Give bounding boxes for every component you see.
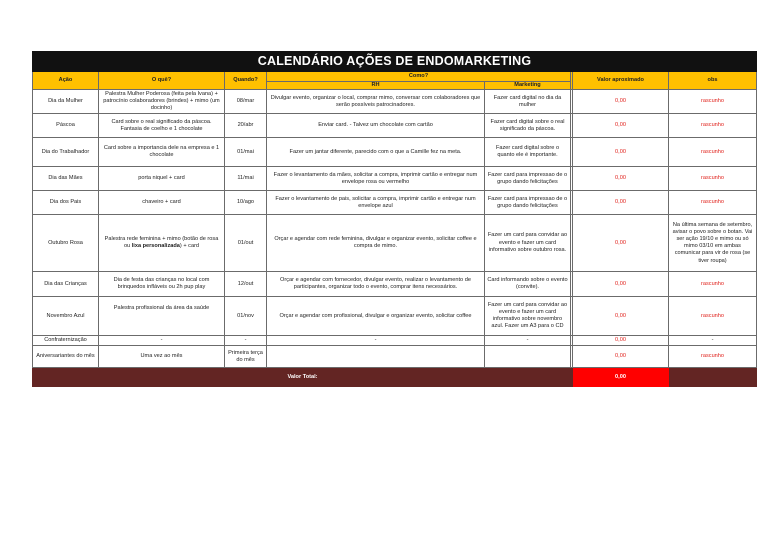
cell-acao[interactable]: Dia dos Pais xyxy=(33,191,99,215)
total-label: Valor Total: xyxy=(33,368,573,387)
cell-obs[interactable]: rascunho xyxy=(669,138,757,167)
cell-rh[interactable]: Orçar e agendar com fornecedor, divulgar evento, realizar o levantamento de participantes, organizar todo o evento, comprar itens necessários. xyxy=(267,272,485,297)
cell-quando[interactable]: 20/abr xyxy=(225,114,267,138)
cell-marketing[interactable] xyxy=(485,346,571,368)
header-como[interactable]: Como? xyxy=(267,72,571,82)
cell-quando[interactable]: - xyxy=(225,336,267,346)
cell-acao[interactable]: Páscoa xyxy=(33,114,99,138)
cell-valor[interactable]: 0,00 xyxy=(573,191,669,215)
cell-valor[interactable]: 0,00 xyxy=(573,167,669,191)
header-marketing[interactable]: Marketing xyxy=(485,82,571,90)
cell-oque-text-end: ) + card xyxy=(179,243,200,250)
table-row xyxy=(33,346,757,368)
header-oque[interactable]: O quê? xyxy=(99,72,225,90)
total-obs xyxy=(669,368,757,387)
cell-valor[interactable]: 0,00 xyxy=(573,114,669,138)
table-row xyxy=(33,90,757,114)
cell-obs[interactable]: rascunho xyxy=(669,272,757,297)
total-value[interactable]: 0,00 xyxy=(573,368,669,387)
cell-marketing[interactable]: Fazer card para impressao de o grupo dando felicitações xyxy=(485,167,571,191)
cell-acao[interactable]: Dia da Mulher xyxy=(33,90,99,114)
total-row xyxy=(33,368,757,387)
cell-acao[interactable]: Dia das Mães xyxy=(33,167,99,191)
cell-rh[interactable]: Orçar e agendar com profissional, divulgar e organizar evento, solicitar coffee xyxy=(267,297,485,336)
cell-rh[interactable]: Divulgar evento, organizar o local, comprar mimo, conversar com colaboradores que serão possíveis patrocinadores. xyxy=(267,90,485,114)
cell-obs[interactable]: Na última semana de setembro, avisar o povo sobre o botan. Vai ser ação 19/10 e mimo ou só mimo 03/10 em ambas comunicar para vir de rosa (se tiver roupa) xyxy=(669,215,757,272)
cell-marketing[interactable]: Card informando sobre o evento (convite). xyxy=(485,272,571,297)
table-row xyxy=(33,191,757,215)
cell-rh[interactable]: - xyxy=(267,336,485,346)
cell-quando[interactable]: 01/out xyxy=(225,215,267,272)
cell-rh[interactable]: Fazer o levantamento da mães, solicitar a compra, imprimir cartão e entregar num envelope rosa ou vermelho xyxy=(267,167,485,191)
cell-quando[interactable]: 01/nov xyxy=(225,297,267,336)
cell-oque-bold: lixa personalizada xyxy=(131,243,180,250)
cell-oque[interactable]: Palestra Mulher Poderosa (feita pela Ivana) + patrocínio colaboradores (brindes) + mimo (um docinho) xyxy=(99,90,225,114)
cell-quando[interactable]: 10/ago xyxy=(225,191,267,215)
header-rh[interactable]: RH xyxy=(267,82,485,90)
table-row xyxy=(33,297,757,336)
cell-oque[interactable]: - xyxy=(99,336,225,346)
cell-oque[interactable]: Palestra profissional da área da saúde xyxy=(99,297,225,336)
cell-acao[interactable]: Confraternização xyxy=(33,336,99,346)
header-acao[interactable]: Ação xyxy=(33,72,99,90)
cell-acao[interactable]: Dia do Trabalhador xyxy=(33,138,99,167)
header-valor[interactable]: Valor aproximado xyxy=(573,72,669,90)
cell-marketing[interactable]: Fazer card digital sobre o quanto ele é importante. xyxy=(485,138,571,167)
cell-oque[interactable]: porta niquel + card xyxy=(99,167,225,191)
cell-acao[interactable]: Aniversariantes do mês xyxy=(33,346,99,368)
cell-obs[interactable]: rascunho xyxy=(669,90,757,114)
cell-valor[interactable]: 0,00 xyxy=(573,272,669,297)
cell-obs[interactable]: rascunho xyxy=(669,191,757,215)
cell-obs[interactable]: rascunho xyxy=(669,297,757,336)
cell-oque[interactable]: Card sobre a importancia dele na empresa e 1 chocolate xyxy=(99,138,225,167)
cell-acao[interactable]: Dia das Crianças xyxy=(33,272,99,297)
cell-obs[interactable]: rascunho xyxy=(669,114,757,138)
cell-oque-text: Palestra rede feminina + mimo (botão de rosa ou xyxy=(104,236,219,250)
cell-oque[interactable]: Dia de festa das crianças no local com brinquedos infláveis ou 2h pup play xyxy=(99,272,225,297)
header-obs[interactable]: obs xyxy=(669,72,757,90)
cell-quando[interactable]: 11/mai xyxy=(225,167,267,191)
cell-marketing[interactable]: Fazer card digital no dia da mulher xyxy=(485,90,571,114)
cell-obs[interactable]: - xyxy=(669,336,757,346)
cell-valor[interactable]: 0,00 xyxy=(573,346,669,368)
header-quando[interactable]: Quando? xyxy=(225,72,267,90)
table-row xyxy=(33,215,757,272)
cell-acao[interactable]: Novembro Azul xyxy=(33,297,99,336)
table-row xyxy=(33,272,757,297)
cell-valor[interactable]: 0,00 xyxy=(573,90,669,114)
cell-oque[interactable]: chaveiro + card xyxy=(99,191,225,215)
cell-quando[interactable]: 12/out xyxy=(225,272,267,297)
cell-marketing[interactable]: - xyxy=(485,336,571,346)
cell-oque[interactable] xyxy=(99,215,225,272)
cell-valor[interactable]: 0,00 xyxy=(573,138,669,167)
table-row xyxy=(33,138,757,167)
cell-marketing[interactable]: Fazer card digital sobre o real significado da páscoa. xyxy=(485,114,571,138)
table-row xyxy=(33,336,757,346)
cell-oque[interactable]: Uma vez ao mês xyxy=(99,346,225,368)
table-row xyxy=(33,114,757,138)
cell-quando[interactable]: 01/mai xyxy=(225,138,267,167)
cell-rh[interactable]: Fazer o levantamento de pais, solicitar a compra, imprimir cartão e entregar num envelope azul xyxy=(267,191,485,215)
cell-valor[interactable]: 0,00 xyxy=(573,297,669,336)
sheet-title: CALENDÁRIO AÇÕES DE ENDOMARKETING xyxy=(33,52,757,72)
cell-valor[interactable]: 0,00 xyxy=(573,215,669,272)
cell-marketing[interactable]: Fazer card para impressao de o grupo dando felicitações xyxy=(485,191,571,215)
spreadsheet xyxy=(32,51,756,387)
cell-valor[interactable]: 0,00 xyxy=(573,336,669,346)
cell-rh[interactable]: Enviar card. - Talvez um chocolate com cartão xyxy=(267,114,485,138)
cell-quando[interactable]: 08/mar xyxy=(225,90,267,114)
endomarketing-table xyxy=(32,51,757,387)
cell-marketing[interactable]: Fazer um card para convidar ao evento e fazer um card informativo sobre outubro rosa. xyxy=(485,215,571,272)
cell-obs[interactable]: rascunho xyxy=(669,167,757,191)
cell-obs[interactable]: rascunho xyxy=(669,346,757,368)
cell-rh[interactable]: Orçar e agendar com rede feminina, divulgar e organizar evento, solicitar coffee e compra de mimo. xyxy=(267,215,485,272)
cell-rh[interactable]: Fazer um jantar diferente, parecido com o que a Camille fez na meta. xyxy=(267,138,485,167)
cell-oque[interactable]: Card sobre o real significado da páscoa. Fantasia de coelho e 1 chocolate xyxy=(99,114,225,138)
cell-quando[interactable]: Primeira terça do mês xyxy=(225,346,267,368)
table-row xyxy=(33,167,757,191)
cell-marketing[interactable]: Fazer um card para convidar ao evento e fazer um card informativo sobre novembro azul. Fazer um A3 para o CD xyxy=(485,297,571,336)
cell-rh[interactable] xyxy=(267,346,485,368)
cell-acao[interactable]: Outubro Rosa xyxy=(33,215,99,272)
